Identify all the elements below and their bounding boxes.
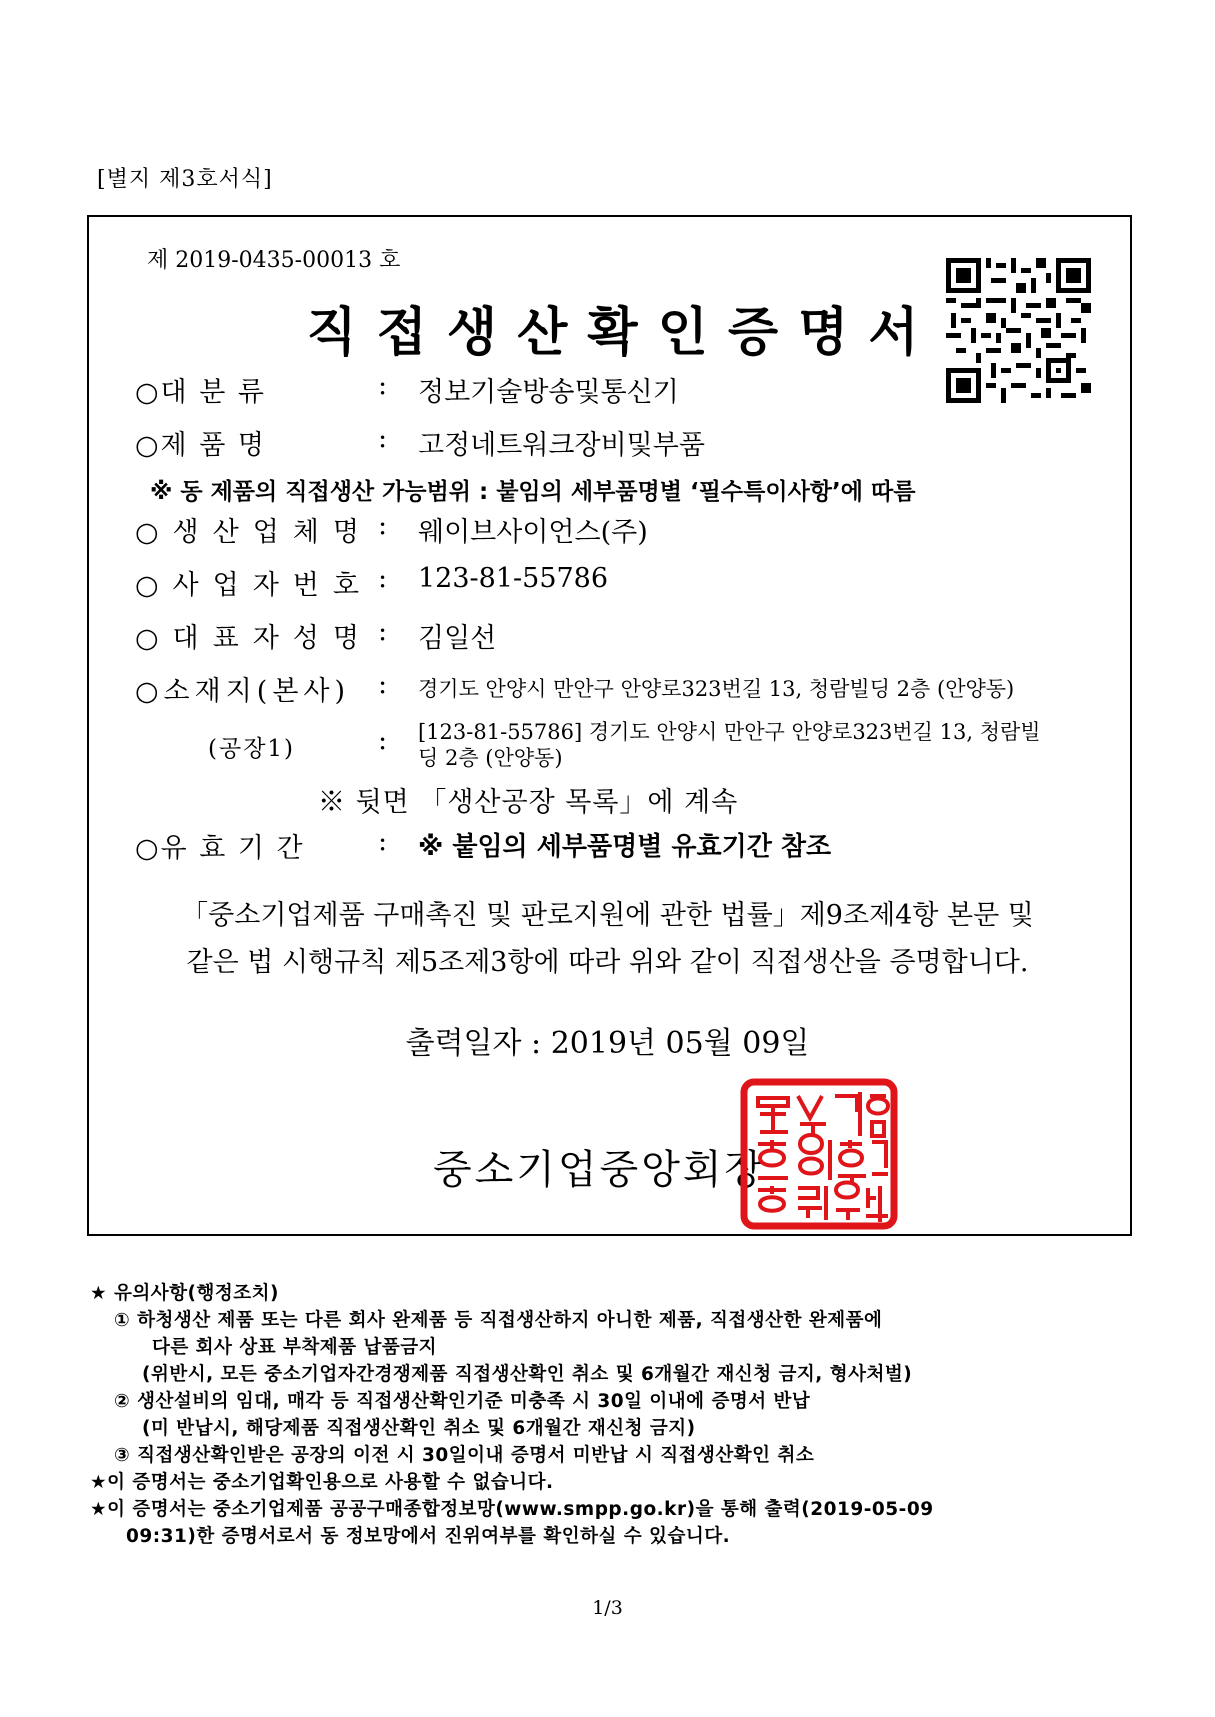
star-note-1: ★이 증명서는 중소기업확인용으로 사용할 수 없습니다. xyxy=(90,1472,554,1493)
product-colon: : xyxy=(378,423,388,454)
factory-value-line1: [123-81-55786] 경기도 안양시 만안구 안양로323번길 13, 청람빌 xyxy=(418,720,1041,744)
note-1-line-1: ① 하청생산 제품 또는 다른 회사 완제품 등 직접생산하지 아니한 제품, 직접생산한 완제품에 xyxy=(114,1310,883,1331)
company-value: 웨이브사이언스(주) xyxy=(418,517,648,548)
certificate-title: 직접생산확인증명서 xyxy=(306,302,939,363)
legal-basis-line-1: 「중소기업제품 구매촉진 및 판로지원에 관한 법률」제9조제4항 본문 및 xyxy=(181,900,1034,931)
note-1-line-2: 다른 회사 상표 부착제품 납품금지 xyxy=(152,1337,437,1358)
address-label: ○소재지(본사) xyxy=(135,676,351,707)
biz-number-colon: : xyxy=(378,563,388,594)
company-label: ○생산업체명 xyxy=(135,517,373,548)
biz-number-value: 123-81-55786 xyxy=(418,563,609,594)
validity-colon: : xyxy=(378,826,388,857)
official-seal-icon xyxy=(740,1078,898,1230)
category-value: 정보기술방송및통신기 xyxy=(418,377,679,408)
ceo-value: 김일선 xyxy=(418,623,497,654)
qr-code-icon xyxy=(946,258,1091,403)
form-number-tag: [별지 제3호서식] xyxy=(97,167,273,192)
note-1-line-3: (위반시, 모든 중소기업자간경쟁제품 직접생산확인 취소 및 6개월간 재신청 금지, 형사처벌) xyxy=(142,1364,913,1385)
notes-header: ★ 유의사항(행정조치) xyxy=(90,1283,279,1304)
biz-number-label: ○사업자번호 xyxy=(135,570,373,601)
note-3: ③ 직접생산확인받은 공장의 이전 시 30일이내 증명서 미반납 시 직접생산확인 취소 xyxy=(114,1445,815,1466)
note-2-line-2: (미 반납시, 해당제품 직접생산확인 취소 및 6개월간 재신청 금지) xyxy=(142,1418,696,1439)
factory-label: (공장1) xyxy=(208,736,296,762)
factory-colon: : xyxy=(378,725,388,756)
certificate-number: 제 2019-0435-00013 호 xyxy=(147,248,401,273)
category-colon: : xyxy=(378,370,388,401)
legal-basis-line-2: 같은 법 시행규칙 제5조제3항에 따라 위와 같이 직접생산을 증명합니다. xyxy=(186,947,1029,978)
print-date: 출력일자 : 2019년 05월 09일 xyxy=(405,1026,810,1061)
continued-note: ※ 뒷면 「생산공장 목록」에 계속 xyxy=(318,787,739,818)
star-note-2-line-2: 09:31)한 증명서로서 동 정보망에서 진위여부를 확인하실 수 있습니다. xyxy=(126,1526,731,1547)
validity-label: ○유 효 기 간 xyxy=(135,833,305,864)
product-value: 고정네트워크장비및부품 xyxy=(418,430,705,461)
ceo-label: ○대표자성명 xyxy=(135,623,373,654)
validity-value: ※ 붙임의 세부품명별 유효기간 참조 xyxy=(418,832,832,862)
product-label: ○제 품 명 xyxy=(135,430,266,461)
company-colon: : xyxy=(378,510,388,541)
category-label: ○대 분 류 xyxy=(135,377,266,408)
address-colon: : xyxy=(378,669,388,700)
ceo-colon: : xyxy=(378,616,388,647)
factory-value-line2: 딩 2층 (안양동) xyxy=(418,746,563,770)
production-scope-note: ※ 동 제품의 직접생산 가능범위 : 붙임의 세부품명별 ‘필수특이사항’에 따름 xyxy=(150,479,916,505)
star-note-2-line-1: ★이 증명서는 중소기업제품 공공구매종합정보망(www.smpp.go.kr)을 통해 출력(2019-05-09 xyxy=(90,1499,934,1520)
note-2-line-1: ② 생산설비의 임대, 매각 등 직접생산확인기준 미충족 시 30일 이내에 증명서 반납 xyxy=(114,1391,811,1412)
issuer-name: 중소기업중앙회장 xyxy=(433,1147,767,1193)
address-value: 경기도 안양시 만안구 안양로323번길 13, 청람빌딩 2층 (안양동) xyxy=(418,677,1015,701)
page-number: 1/3 xyxy=(592,1597,623,1619)
